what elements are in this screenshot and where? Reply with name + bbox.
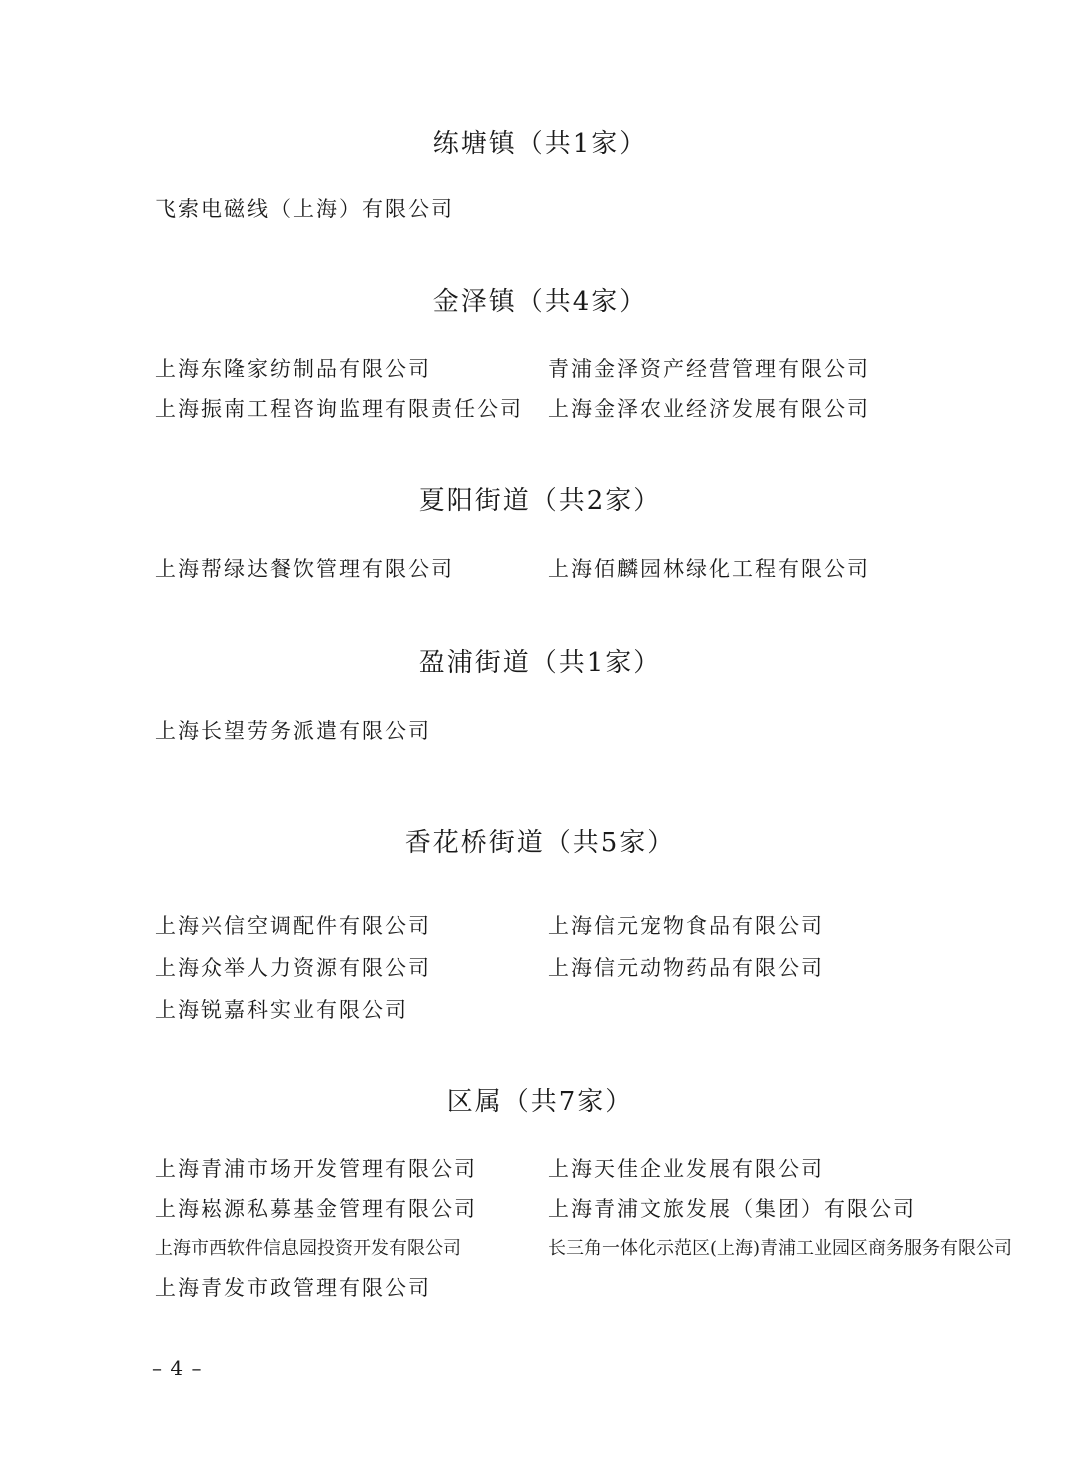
company-item: 飞索电磁线（上海）有限公司 bbox=[155, 197, 454, 221]
section-heading-xiayang: 夏阳街道（共2家） bbox=[418, 486, 662, 516]
company-item: 上海信元宠物食品有限公司 bbox=[548, 914, 824, 938]
company-item: 青浦金泽资产经营管理有限公司 bbox=[548, 357, 870, 381]
section-heading-district: 区属（共7家） bbox=[446, 1087, 634, 1117]
company-item: 上海青浦市场开发管理有限公司 bbox=[155, 1157, 477, 1181]
page-number: – 4 – bbox=[152, 1356, 203, 1380]
section-heading-yingpu: 盈浦街道（共1家） bbox=[418, 648, 662, 678]
section-heading-xianghuaqiao: 香花桥街道（共5家） bbox=[404, 828, 676, 858]
company-item: 上海东隆家纺制品有限公司 bbox=[155, 357, 431, 381]
company-item: 上海信元动物药品有限公司 bbox=[548, 956, 824, 980]
company-item: 长三角一体化示范区(上海)青浦工业园区商务服务有限公司 bbox=[548, 1238, 1013, 1259]
company-item: 上海帮绿达餐饮管理有限公司 bbox=[155, 557, 454, 581]
company-item: 上海金泽农业经济发展有限公司 bbox=[548, 397, 870, 421]
company-item: 上海青浦文旅发展（集团）有限公司 bbox=[548, 1197, 916, 1221]
company-item: 上海锐嘉科实业有限公司 bbox=[155, 998, 408, 1022]
company-item: 上海长望劳务派遣有限公司 bbox=[155, 719, 431, 743]
company-item: 上海市西软件信息园投资开发有限公司 bbox=[155, 1238, 461, 1259]
section-heading-jinze: 金泽镇（共4家） bbox=[432, 287, 648, 317]
section-heading-liantang: 练塘镇（共1家） bbox=[432, 129, 648, 159]
company-item: 上海振南工程咨询监理有限责任公司 bbox=[155, 397, 523, 421]
company-item: 上海崧源私募基金管理有限公司 bbox=[155, 1197, 477, 1221]
company-item: 上海兴信空调配件有限公司 bbox=[155, 914, 431, 938]
company-item: 上海众举人力资源有限公司 bbox=[155, 956, 431, 980]
company-item: 上海佰麟园林绿化工程有限公司 bbox=[548, 557, 870, 581]
company-item: 上海天佳企业发展有限公司 bbox=[548, 1157, 824, 1181]
company-item: 上海青发市政管理有限公司 bbox=[155, 1276, 431, 1300]
